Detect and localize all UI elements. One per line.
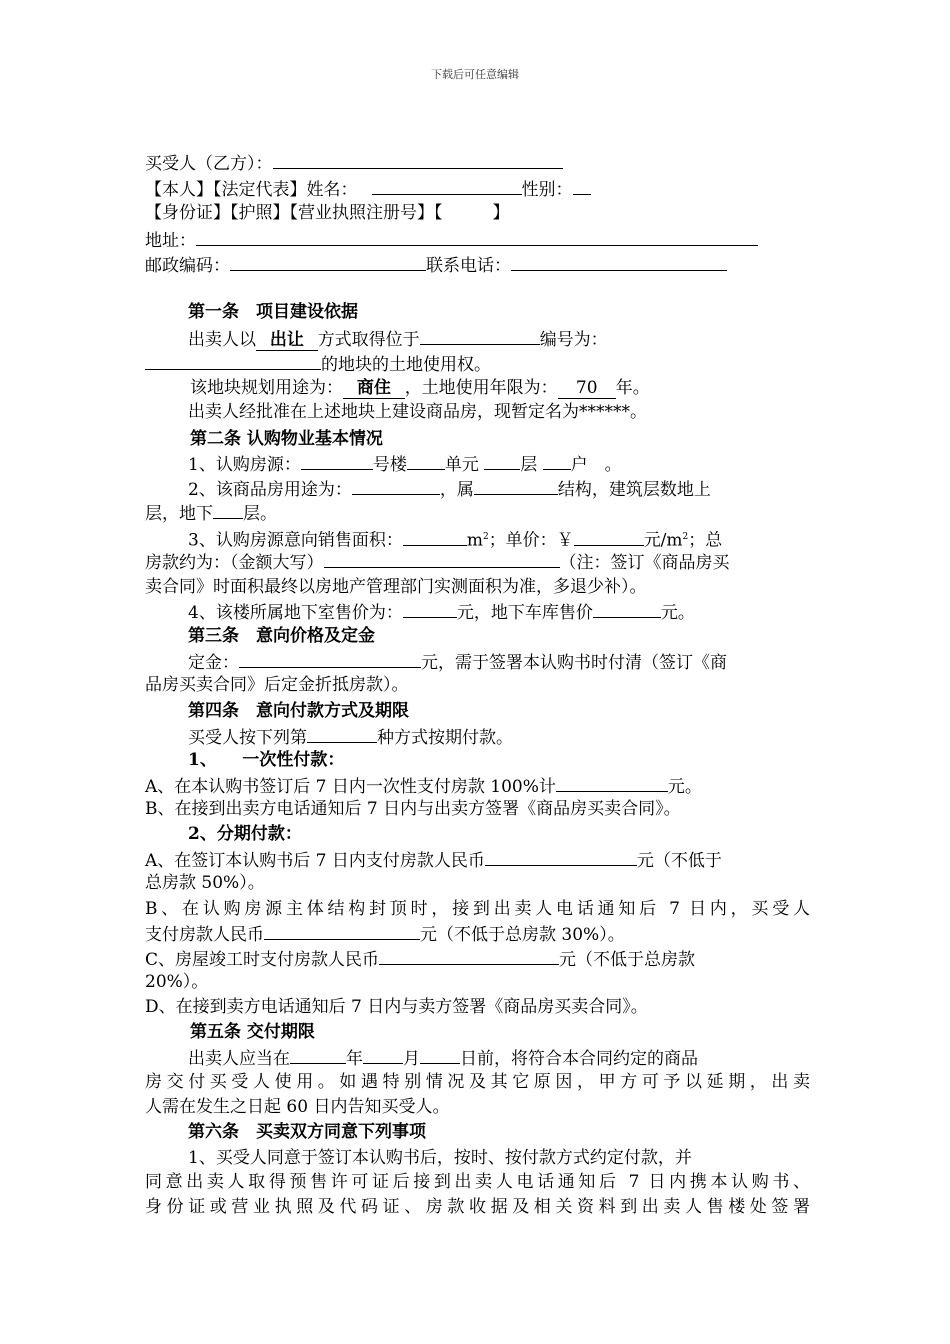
art2-p2b	[145, 500, 810, 526]
art2-text: 结构，建筑层数地上	[557, 480, 711, 500]
art1-text: 年。	[615, 378, 650, 398]
postcode-blank	[230, 252, 426, 271]
art2-p3c: 卖合同》时面积最终以房地产管理部门实测面积为准，多退少补）。	[145, 577, 647, 597]
buyer-label: 买受人（乙方）：	[145, 154, 273, 174]
blank	[474, 476, 558, 495]
rep-label: 【本人】【法定代表】姓名：	[145, 180, 358, 200]
art2-p3b	[145, 549, 810, 575]
art2-text: 房款约为：（金额大写）	[145, 553, 324, 573]
art2-text: 层，地下	[145, 504, 213, 524]
blank	[543, 451, 571, 470]
id-close: 】	[492, 203, 510, 223]
art4-d: D、在接到卖方电话通知后 7 日内与卖方签署《商品房买卖合同》。	[145, 997, 648, 1017]
name-blank	[372, 176, 522, 195]
blank	[352, 476, 440, 495]
art3-text: 定金：	[188, 653, 239, 673]
blank	[403, 599, 457, 618]
blank	[264, 921, 420, 940]
art4-title: 第四条 意向付款方式及期限	[188, 701, 409, 721]
plot-number-blank	[145, 351, 321, 370]
art4-text: A、在本认购书签订后 7 日内一次性支付房款 100%计	[145, 777, 556, 797]
art4-a	[145, 847, 810, 873]
art4-s1b: B、在接到出卖方电话通知后 7 日内与出卖方签署《商品房买卖合同》。	[145, 799, 681, 819]
land-use	[343, 378, 405, 399]
art2-text: 元/m	[643, 530, 683, 551]
art1-line3	[190, 376, 855, 400]
art1-line4: 出卖人经批准在上述地块上建设商品房，现暂定名为******。	[188, 402, 647, 422]
blank	[324, 549, 560, 568]
art1-text: ，土地使用年限为：	[404, 378, 558, 398]
blank	[484, 451, 520, 470]
phone-blank	[511, 252, 727, 271]
art4-a2: 总房款 50%）。	[145, 873, 265, 893]
art2-text: 1、认购房源：	[188, 455, 301, 475]
art5-line1	[188, 1045, 853, 1071]
art2-text: ；总	[688, 530, 723, 551]
art3-line1	[188, 649, 853, 675]
land-term	[558, 378, 616, 399]
land-use-value: 商住	[356, 378, 391, 398]
art3-text: 元，需于签署本认购书时付清（签订《商	[421, 653, 727, 673]
art4-text: 元（不低于总房款 30%）。	[420, 925, 625, 945]
art1-title: 第一条 项目建设依据	[188, 302, 358, 322]
month-blank	[363, 1045, 403, 1064]
day-blank	[420, 1045, 460, 1064]
art2-text: 层	[520, 455, 538, 475]
blank	[213, 500, 243, 519]
buyer-blank	[273, 150, 563, 169]
blank	[379, 946, 559, 965]
art2-p2	[188, 476, 853, 502]
art4-text: 支付房款人民币	[145, 925, 264, 945]
art4-s1: 1、 一次性付款：	[188, 750, 345, 770]
year-blank	[290, 1045, 346, 1064]
art2-text: ；单价：￥	[488, 530, 574, 551]
id-label: 【身份证】【护照】【营业执照注册号】【	[145, 203, 443, 223]
art4-b: B、在认购房源主体结构封顶时，接到出卖人电话通知后 7 日内，买受人	[145, 899, 810, 919]
art5-title: 第五条 交付期限	[190, 1022, 315, 1042]
art4-text: 元（不低于	[636, 851, 722, 871]
art4-c	[145, 946, 810, 972]
art2-text: 单元	[444, 455, 479, 475]
art2-p1	[188, 451, 853, 477]
art4-text: A、在签订本认购书后 7 日内支付房款人民币	[145, 851, 485, 871]
art5-text: 出卖人应当在	[188, 1049, 290, 1069]
art4-s1a	[145, 773, 810, 799]
art1-text: 编号为：	[539, 330, 608, 350]
gender-label: 性别：	[521, 180, 573, 200]
art4-text: C、房屋竣工时支付房款人民币	[145, 950, 380, 970]
art1-line1	[188, 326, 853, 352]
buyer-line	[145, 150, 810, 176]
art4-text: 种方式按期付款。	[377, 728, 513, 748]
art5-text: 日前，将符合本合同约定的商品	[460, 1049, 698, 1069]
art2-p4	[188, 599, 853, 625]
art5-text: 年	[346, 1049, 363, 1069]
art4-c2: 20%）。	[145, 972, 209, 992]
gender-blank	[573, 176, 591, 195]
land-term-value: 70	[575, 378, 598, 398]
art3-line2: 品房买卖合同》后定金折抵房款）。	[145, 675, 409, 695]
art4-text: 买受人按下列第	[188, 728, 307, 748]
art1-text: 的地块的土地使用权。	[321, 355, 491, 375]
blank	[485, 847, 637, 866]
art2-text: 户 。	[570, 455, 622, 475]
art2-p3: 3、认购房源意向销售面积： $m^2$；单价：￥ 元$/m^2$；总	[188, 525, 853, 553]
land-method	[256, 330, 318, 351]
art1-line2	[145, 351, 810, 377]
art4-text: 元。	[667, 777, 702, 797]
art5-line3: 人需在发生之日起 60 日内告知买受人。	[145, 1097, 450, 1117]
art2-text: 元，地下车库售价	[456, 603, 593, 623]
art2-title: 第二条 认购物业基本情况	[190, 429, 383, 449]
method-blank	[307, 724, 377, 743]
art2-text: 号楼	[372, 455, 407, 475]
art2-text: 4、该楼所属地下室售价为：	[188, 603, 403, 623]
blank	[407, 451, 445, 470]
address-line	[145, 227, 810, 253]
art1-text: 方式取得位于	[317, 330, 420, 350]
art2-text: 元。	[660, 603, 695, 623]
deposit-blank	[239, 649, 421, 668]
rep-line	[145, 176, 810, 202]
blank	[556, 773, 668, 792]
art2-text: 2、该商品房用途为：	[188, 480, 352, 500]
blank	[403, 527, 467, 546]
art2-text: 层。	[243, 504, 277, 524]
art2-text: 3、认购房源意向销售面积：	[188, 530, 403, 551]
art3-title: 第三条 意向价格及定金	[188, 626, 375, 646]
location-blank	[420, 326, 540, 345]
art6-line1: 1、买受人同意于签订本认购书后，按时、按付款方式约定付款，并	[188, 1148, 692, 1168]
phone-label: 联系电话：	[426, 256, 511, 276]
art5-line2: 房交付买受人使用。如遇特别情况及其它原因，甲方可予以延期，出卖	[145, 1072, 810, 1092]
postcode-line	[145, 252, 810, 278]
art2-text: m	[466, 530, 483, 551]
blank	[574, 527, 644, 546]
art1-text: 出卖人以	[188, 330, 256, 350]
art6-line3: 身份证或营业执照及代码证、房款收据及相关资料到出卖人售楼处签署	[145, 1197, 810, 1217]
id-line	[145, 201, 810, 225]
art4-b2	[145, 921, 810, 947]
blank	[593, 599, 661, 618]
art1-text: 该地块规划用途为：	[190, 378, 343, 398]
blank	[301, 451, 373, 470]
page-header: 下载后可任意编辑	[431, 68, 519, 81]
art4-text: 元（不低于总房款	[559, 950, 696, 970]
art4-s2: 2、分期付款：	[188, 824, 302, 844]
art5-text: 月	[403, 1049, 420, 1069]
postcode-label: 邮政编码：	[145, 256, 230, 276]
art6-title: 第六条 买卖双方同意下列事项	[188, 1122, 426, 1142]
land-method-value: 出让	[269, 330, 304, 350]
art6-line2: 同意出卖人取得预售许可证后接到出卖人电话通知后 7 日内携本认购书、	[145, 1172, 810, 1192]
address-label: 地址：	[145, 231, 196, 251]
address-blank	[196, 227, 758, 246]
art4-line1	[188, 724, 853, 750]
art2-text: （注：签订《商品房买	[559, 553, 730, 573]
art2-text: ，属	[439, 480, 474, 500]
